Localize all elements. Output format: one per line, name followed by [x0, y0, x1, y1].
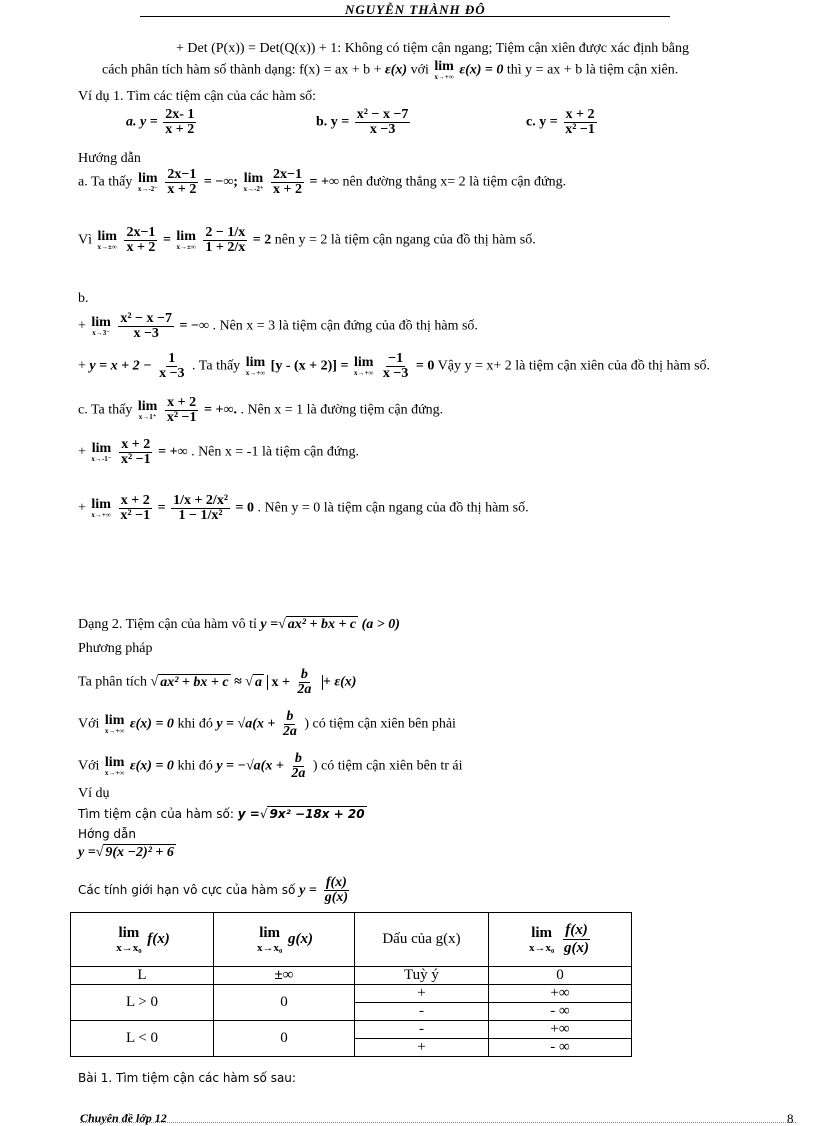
dang2-title: Dạng 2. Tiệm cận của hàm vô tỉ y =√ ax² + bx + c (a > 0) [78, 617, 400, 632]
exercise-title: Bài 1. Tìm tiệm cận các hàm số sau: [78, 1071, 296, 1085]
dang2-example: Ví dụ [78, 786, 110, 801]
table-cell: 0 [489, 967, 632, 985]
guide-b-label: b. [78, 291, 89, 306]
dang2-method: Phương pháp [78, 641, 153, 656]
guide-c-line1: c. Ta thấy lim x→1⁺ $\frac{x + 2}{\text{x² −1}}$ = +∞. . Nên x = 1 là đường tiệm cận đứng. [78, 395, 444, 425]
table-cell: - ∞ [489, 1039, 632, 1057]
table-cell: ±∞ [214, 967, 355, 985]
dang2-right: Với lim x→+∞ ε(x) = 0 khi đó y = √a(x + $\frac{b}{2a}$ ) có tiệm cận xiên bên phải [78, 709, 456, 739]
table-cell: + [355, 985, 489, 1003]
example1-c: c. y = $\frac{x + 2}{\text{x² −1}}$ [526, 107, 595, 137]
guide-a-line1: a. Ta thấy lim x→-2⁻ $\frac{2x-1}{x + 2}$ = −∞; lim x→-2⁺ $\frac{2x-1}{x + 2}$ = +∞ nên đường thẳng x= 2 là tiệm cận đứng. [78, 167, 567, 197]
limit-rules-table [70, 912, 632, 1057]
intro-line-1: + Det (P(x)) = Det(Q(x)) + 1: Không có tiệm cận ngang; Tiệm cận xiên được xác định bằng [176, 41, 690, 56]
table-header-row [71, 913, 632, 967]
guide-a-line2: Vì lim x→±∞ $\frac{2x-1}{x + 2}$ = lim x→±∞ $\frac{2 - 1/x}{1 + 2/x}$ = 2 nên y = 2 là tiệm cận ngang của đồ thị hàm số. [78, 225, 536, 255]
example1-a: a. y = $\frac{2x- 1}{x + 2}$ [126, 107, 195, 137]
guide-c-line3: + lim x→+∞ $\frac{x + 2}{\text{x² −1}}$ = $\frac{\text{1/x + 2/x²}}{\text{1 − 1/x²}}$ = 0 . Nên y = 0 là tiệm cận ngang của đồ thị hàm số. [78, 493, 529, 523]
page-number: 8 [787, 1111, 794, 1126]
table-cell: - [355, 1021, 489, 1039]
table-header-cell: lim x→x₀ $\frac{f(x)}{g(x)}$ [489, 913, 632, 967]
table-cell: L > 0 [71, 985, 214, 1021]
table-cell: +∞ [489, 985, 632, 1003]
table-cell: - ∞ [489, 1003, 632, 1021]
table-header-cell: Dấu của g(x) [355, 913, 489, 967]
table-header-cell: lim x→x₀ g(x) [214, 913, 355, 967]
dang2-left: Với lim x→+∞ ε(x) = 0 khi đó y = −√a(x + $\frac{b}{2a}$ ) có tiệm cận xiên bên tr ái [78, 751, 463, 781]
table-row [71, 967, 632, 985]
example1-b: b. y = $\frac{\text{x² − x −7}}{x -3}$ [316, 107, 409, 137]
table-cell: + [355, 1039, 489, 1057]
intro-line-2: cách phân tích hàm số thành dạng: f(x) = ax + b + ε(x) với lim x→+∞ ε(x) = 0 thì y = ax + b là tiệm cận xiên. [102, 59, 679, 81]
table-row [71, 985, 632, 1003]
guide-c-line2: + lim x→-1⁻ $\frac{x + 2}{\text{x² −1}}$ = +∞ . Nên x = -1 là tiệm cận đứng. [78, 437, 359, 467]
table-cell: L < 0 [71, 1021, 214, 1057]
example1-title: Ví dụ 1. Tìm các tiệm cận của các hàm số: [78, 89, 317, 104]
table-cell: Tuỳ ý [355, 967, 489, 985]
table-cell: 0 [214, 1021, 355, 1057]
table-header-cell: lim x→x₀ f(x) [71, 913, 214, 967]
dang2-guide-eq: y =√ 9(x −2)² + 6 [78, 845, 174, 860]
table-cell: - [355, 1003, 489, 1021]
dang2-analyze: Ta phân tích √ ax² + bx + c ≈ √ a x + $\frac{b}{2a}$ + ε(x) [78, 667, 357, 697]
table-cell: L [71, 967, 214, 985]
dang2-cases: Các tính giới hạn vô cực của hàm số y = $\frac{f(x)}{g(x)}$ [78, 875, 349, 905]
guide-b-line2: + y = x + 2 − $\frac{1}{x -3}$ . Ta thấy lim x→+∞ [y - (x + 2)] = lim x→+∞ $\frac{-1}{x -3}$ = 0 Vậy y = x+ 2 là tiệm cận xiên của đồ thị hàm số. [78, 351, 711, 381]
footer-label: Chuyên đề lớp 12 [80, 1111, 167, 1125]
guide-title: Hướng dẫn [78, 151, 141, 166]
table-row [71, 1021, 632, 1039]
page-header: NGUYỄN THÀNH ĐÔ [345, 2, 486, 17]
table-cell: 0 [214, 985, 355, 1021]
guide-b-line1: + lim x→3⁻ $\frac{\text{x² − x −7}}{x -3}$ = −∞ . Nên x = 3 là tiệm cận đứng của đồ thị hàm số. [78, 311, 478, 341]
dang2-guide: Hớng dẫn [78, 827, 136, 841]
dang2-find: Tìm tiệm cận của hàm số: y =√ 9x² −18x + 20 [78, 807, 365, 821]
table-cell: +∞ [489, 1021, 632, 1039]
header-rule [140, 16, 670, 17]
